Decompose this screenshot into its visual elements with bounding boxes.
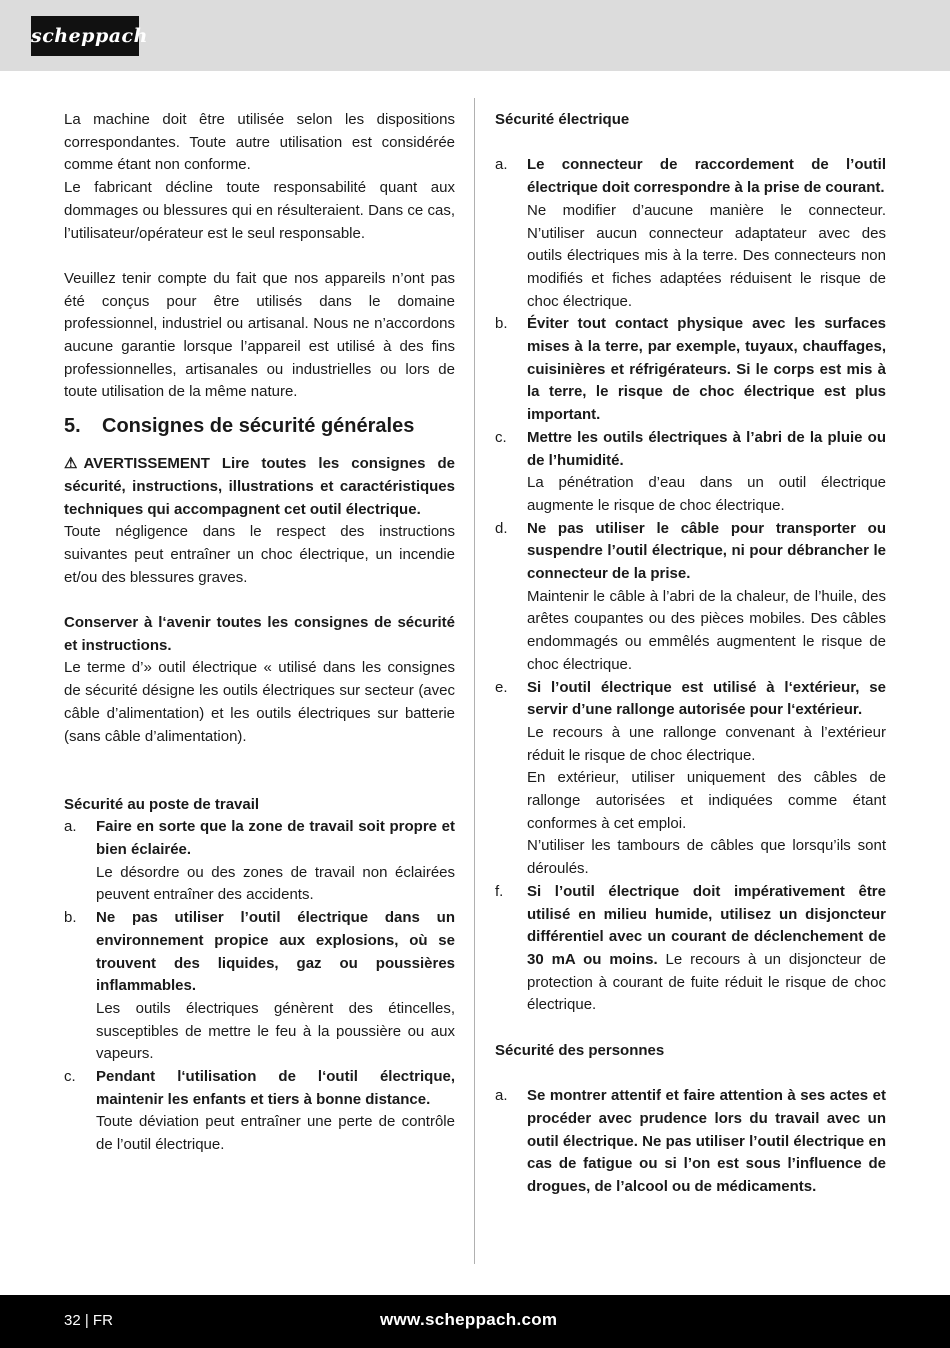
section-heading — [64, 413, 455, 439]
list-item: d. Ne pas utiliser le câble pour transporter ou suspendre l’outil électrique, ni pour débrancher le connecteur de la prise. Maintenir le câble à l’abri de la chaleur, de l’huile, des arêtes coupantes ou des pièces mobiles. Des câbles endommagés ou emmêlés augmentent le risque de choc électrique. — [495, 519, 886, 673]
brand-logo: scheppach — [31, 16, 139, 56]
website-url: www.scheppach.com — [380, 1310, 558, 1329]
list-item: a. Faire en sorte que la zone de travail soit propre et bien éclairée. Le désordre ou des zones de travail non éclairées peuvent entraîner des accidents. — [64, 818, 455, 904]
warning-text: Toute négligence dans le respect des instructions suivantes peut entraîner un choc électrique, un incendie et/ou des blessures graves. — [64, 523, 455, 586]
workplace-safety-heading: Sécurité au poste de travail — [64, 795, 260, 813]
list-item: a. Se montrer attentif et faire attention à ses actes et procéder avec prudence lors du travail avec un outil électrique. Ne pas utiliser l’outil électrique en cas de fatigue ou si l’on est sous l’influence de drogues, de l’alcool ou de médicaments. — [495, 1087, 886, 1195]
list-item: c. Mettre les outils électriques à l’abri de la pluie ou de l’humidité. La pénétration d’eau dans un outil électrique augmente le risque de choc électrique. — [495, 428, 886, 514]
liability-paragraph: Le fabricant décline toute responsabilité quant aux dommages ou blessures qui en résulteraient. Dans ce cas, l’utilisateur/opérateur est le seul responsable. — [64, 179, 455, 242]
intended-use-paragraph: La machine doit être utilisée selon les dispositions correspondantes. Toute autre utilisation est considérée comme étant non conforme. — [64, 111, 455, 174]
electrical-safety-heading: Sécurité électrique — [495, 111, 630, 128]
left-column — [64, 109, 455, 1157]
warning-paragraph: ⚠ AVERTISSEMENT Lire toutes les consignes de sécurité, instructions, illustrations et caractéristiques techniques qui accompagnent cet outil électrique. — [64, 455, 455, 518]
header-bar — [0, 0, 950, 71]
power-tool-definition: Le terme d’» outil électrique « utilisé dans les consignes de sécurité désigne les outils électriques sur secteur (avec câble d’alimentation) et les outils électriques sur batterie (sans câble d’alimentation). — [64, 659, 455, 745]
list-item: b. Éviter tout contact physique avec les surfaces mises à la terre, par exemple, tuyaux, chauffages, cuisinières et réfrigérateurs. Si le corps est mis à la terre, le risque de choc électrique est plus important. — [495, 315, 886, 424]
section-title: Consignes de sécurité générales — [102, 415, 415, 438]
professional-use-paragraph: Veuillez tenir compte du fait que nos appareils n’ont pas été conçus pour être utilisés dans le domaine professionnel, industriel ou artisanal. Nous ne n’accordons aucune garantie lorsque l’appareil est utilisé à des fins professionnelles, artisanales ou industrielles ou lors de toute utilisation de la même nature. — [64, 269, 455, 401]
column-divider — [474, 98, 475, 1264]
list-item: a. Le connecteur de raccordement de l’outil électrique doit correspondre à la prise de courant. Ne modifier d’aucune manière le connecteur. N’utiliser aucun connecteur adaptateur avec des outils électriques mis à la terre. Des connecteurs non modifiés et fiches adaptées réduisent le risque de choc électrique. — [495, 156, 886, 310]
list-item: c. Pendant l‘utilisation de l‘outil électrique, maintenir les enfants et tiers à bonne distance. Toute déviation peut entraîner une perte de contrôle de l’outil électrique. — [64, 1068, 455, 1154]
right-column — [495, 109, 886, 1199]
keep-instructions-heading: Conserver à l‘avenir toutes les consignes de sécurité et instructions. — [64, 614, 455, 654]
list-item: f. Si l’outil électrique doit impérativement être utilisé en milieu humide, utilisez un disjoncteur différentiel avec un courant de déclenchement de 30 mA ou moins. Le recours à un disjoncteur de protection à courant de fuite réduit le risque de choc électrique. — [495, 882, 886, 1014]
list-item: e. Si l’outil électrique est utilisé à l‘extérieur, se servir d’une rallonge autorisée pour l‘extérieur. Le recours à une rallonge convenant à l’extérieur réduit le risque de choc électrique. En extérieur, utiliser uniquement des câbles de rallonge autorisées et indiquées comme étant conformes à cet emploi. N’utiliser les tambours de câbles que lorsqu’ils sont déroulés. — [495, 678, 886, 878]
footer-bar — [0, 1295, 950, 1348]
warning-icon: ⚠ — [64, 455, 78, 473]
section-number: 5. — [64, 415, 81, 438]
page-number: 32 | FR — [64, 1312, 113, 1329]
personal-safety-heading: Sécurité des personnes — [495, 1041, 665, 1059]
list-item: b. Ne pas utiliser l’outil électrique dans un environnement propice aux explosions, où se trouvent des liquides, gaz ou poussières inflammables. Les outils électriques génèrent des étincelles, susceptibles de mettre le feu à la poussière ou aux vapeurs. — [64, 909, 455, 1063]
